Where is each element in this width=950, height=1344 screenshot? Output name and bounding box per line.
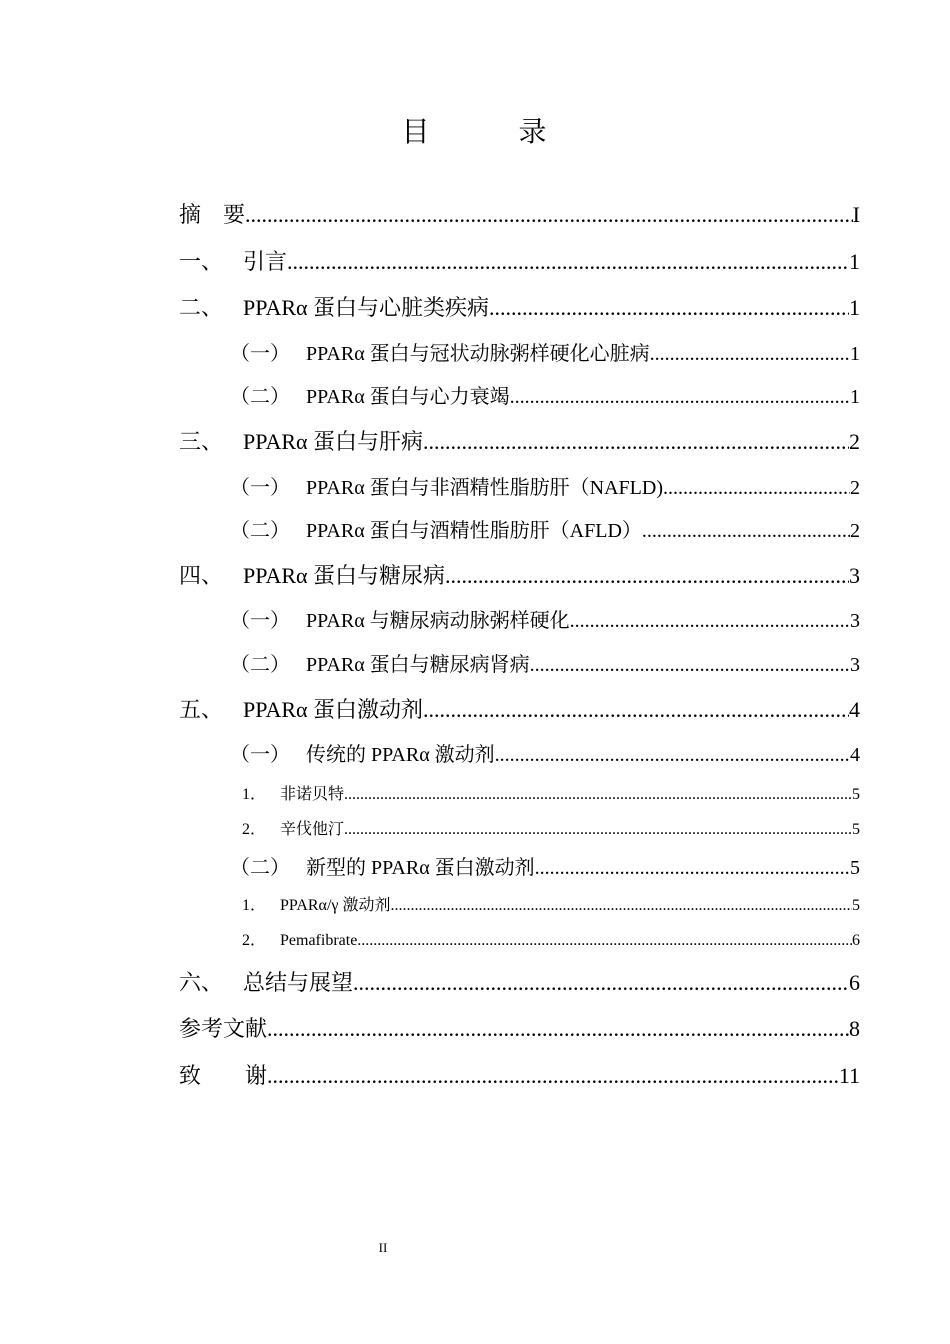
toc-entry-title: PPARα 蛋白与非酒精性脂肪肝（NAFLD)	[306, 477, 664, 499]
toc-entry-number: 二、	[179, 296, 224, 321]
toc-leader-dots	[423, 429, 849, 455]
toc-entry-number: （二）	[230, 855, 290, 879]
toc-entry-title: 非诺贝特	[280, 786, 345, 803]
toc-entry[interactable]	[230, 514, 860, 543]
toc-leader-dots	[570, 610, 850, 633]
toc-leader-dots	[495, 744, 850, 767]
toc-entry-title: PPARα 蛋白与糖尿病	[243, 563, 446, 588]
toc-page-number: 1	[850, 343, 860, 365]
toc-page-number: 2	[850, 477, 860, 499]
toc-page-number: 1	[850, 386, 860, 408]
toc-entry[interactable]	[230, 604, 860, 633]
toc-entry[interactable]	[179, 245, 860, 276]
toc-entry[interactable]	[179, 693, 860, 724]
toc-page-number: 8	[849, 1016, 860, 1041]
toc-page-number: I	[852, 202, 860, 227]
toc-leader-dots	[353, 970, 849, 996]
toc-entry-title: PPARα 蛋白与酒精性脂肪肝（AFLD）	[306, 520, 642, 542]
toc-entry-number: 四、	[179, 564, 224, 589]
toc-entry[interactable]	[179, 198, 860, 229]
toc-entry-title: 传统的 PPARα 激动剂	[306, 744, 495, 766]
toc-entry[interactable]	[179, 425, 860, 456]
toc-entry-number: 六、	[179, 971, 224, 996]
toc-entry-number: （二）	[230, 652, 290, 676]
toc-entry[interactable]	[179, 1059, 860, 1090]
toc-entry[interactable]	[230, 851, 860, 880]
toc-page-number: 6	[849, 970, 860, 995]
toc-leader-dots	[245, 202, 853, 228]
toc-entry-number: 五、	[179, 698, 224, 723]
toc-entry-title: PPARα/γ 激动剂	[280, 897, 391, 914]
toc-page-number: 5	[852, 786, 860, 803]
toc-page-number: 3	[850, 654, 860, 676]
toc-entry-number: 一、	[179, 250, 224, 275]
toc-entry[interactable]	[230, 648, 860, 677]
toc-entry-number: （二）	[230, 384, 290, 408]
toc-entry-title: 摘 要	[179, 203, 246, 228]
toc-entry-title: 新型的 PPARα 蛋白激动剂	[306, 857, 535, 879]
toc-page-number: 3	[850, 610, 860, 632]
toc-leader-dots	[650, 343, 850, 366]
toc-entry-title: PPARα 蛋白与糖尿病肾病	[306, 654, 530, 676]
toc-page-number: 1	[849, 249, 860, 274]
toc-entry-number: （二）	[230, 518, 290, 542]
toc-entry-title: 参考文献	[179, 1017, 268, 1042]
toc-page-number: 1	[849, 295, 860, 320]
toc-entry-title: 辛伐他汀	[280, 821, 345, 838]
toc-entry[interactable]	[230, 738, 860, 767]
toc-page-number: 2	[850, 520, 860, 542]
toc-page-number: 2	[849, 429, 860, 454]
toc-leader-dots	[510, 386, 850, 409]
toc-leader-dots	[530, 654, 850, 677]
toc-page-number: 3	[849, 563, 860, 588]
toc-entry[interactable]	[230, 471, 860, 500]
toc-leader-dots	[287, 249, 849, 275]
toc-leader-dots	[423, 697, 849, 723]
toc-leader-dots	[642, 520, 850, 543]
toc-entry-title: 引言	[243, 249, 288, 274]
toc-entry-title: 总结与展望	[243, 970, 354, 995]
toc-leader-dots	[267, 1016, 849, 1042]
toc-page-number: 5	[850, 857, 860, 879]
toc-entry-title: PPARα 蛋白与肝病	[243, 429, 424, 454]
toc-entry[interactable]	[230, 337, 860, 366]
toc-leader-dots	[445, 563, 849, 589]
toc-leader-dots	[344, 821, 852, 839]
toc-page-number: 4	[849, 697, 860, 722]
toc-page-number: 11	[838, 1063, 860, 1088]
toc-entry-title: 致 谢	[179, 1064, 268, 1089]
toc-entry[interactable]	[242, 892, 860, 915]
toc-entry-number: 三、	[179, 430, 224, 455]
toc-leader-dots	[357, 932, 852, 950]
toc-entry-number: 1．	[242, 786, 267, 803]
toc-entry-title: PPARα 与糖尿病动脉粥样硬化	[306, 610, 570, 632]
toc-page-number: 4	[850, 744, 860, 766]
toc-entry-title: Pemafibrate	[280, 932, 358, 949]
toc-entry-title: PPARα 蛋白与心力衰竭	[306, 386, 510, 408]
toc-entry[interactable]	[230, 380, 860, 409]
toc-entry-title: PPARα 蛋白与冠状动脉粥样硬化心脏病	[306, 343, 650, 365]
toc-entry[interactable]	[242, 781, 860, 804]
toc-leader-dots	[344, 786, 852, 804]
toc-page-number: 6	[852, 932, 860, 949]
toc-entry[interactable]	[242, 927, 860, 950]
toc-entry[interactable]	[242, 816, 860, 839]
toc-leader-dots	[663, 477, 850, 500]
toc-entry-number: （一）	[230, 341, 290, 365]
toc-entry[interactable]	[179, 966, 860, 997]
toc-entry[interactable]	[179, 559, 860, 590]
toc-leader-dots	[390, 897, 852, 915]
toc-entry[interactable]	[179, 291, 860, 322]
toc-entry-number: 2．	[242, 821, 267, 838]
toc-entry-number: 1．	[242, 897, 267, 914]
toc-leader-dots	[535, 857, 850, 880]
page-number-footer: II	[378, 1240, 388, 1255]
toc-leader-dots	[489, 295, 849, 321]
toc-entry-title: PPARα 蛋白与心脏类疾病	[243, 295, 490, 320]
toc-page-number: 5	[852, 897, 860, 914]
toc-entry-number: （一）	[230, 608, 290, 632]
toc-entry[interactable]	[179, 1012, 860, 1043]
toc-leader-dots	[267, 1063, 839, 1089]
toc-entry-title: PPARα 蛋白激动剂	[243, 697, 424, 722]
toc-page-number: 5	[852, 821, 860, 838]
page-title: 目 录	[401, 115, 587, 148]
toc-entry-number: （一）	[230, 475, 290, 499]
toc-entry-number: （一）	[230, 742, 290, 766]
toc-entry-number: 2．	[242, 932, 267, 949]
